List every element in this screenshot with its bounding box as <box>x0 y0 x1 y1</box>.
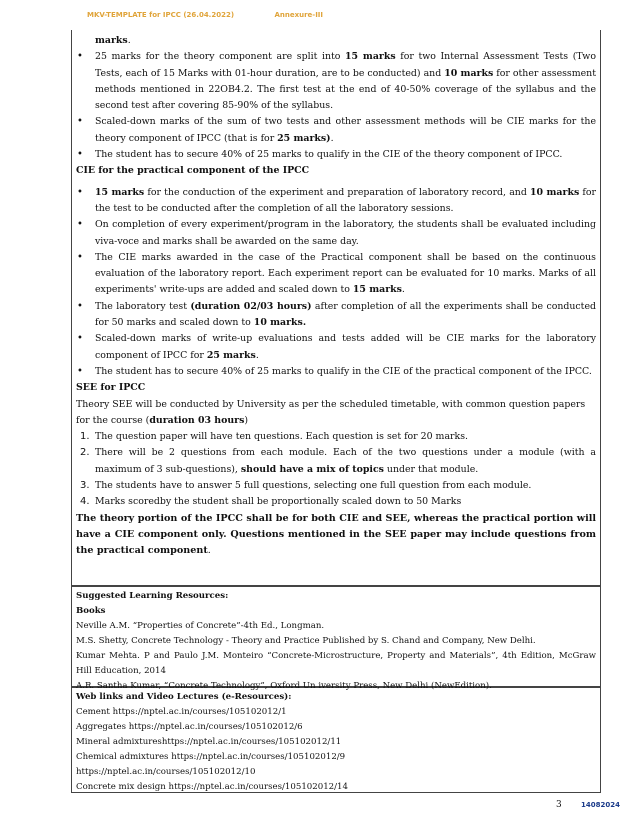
page-content <box>71 30 601 790</box>
theory-bullet-1: • 25 marks for the theory component are split into 15 marks for two Internal Assessment Tests (Two Tests, each of 15 Marks with 01-hour duration, are to be conducted) and 10 marks for other assessment methods mentioned in 22OB4.2. The first test at the end of 40-50% coverage of the syllabus and the second test after covering 85-90% of the syllabus. <box>76 49 596 114</box>
practical-bullets <box>76 185 596 381</box>
see-item-4: 4. Marks scoredby the student shall be proportionally scaled down to 50 Marks <box>80 496 462 508</box>
resources-section <box>71 586 601 691</box>
see-heading: SEE for IPCC <box>76 382 146 394</box>
weblink-item[interactable]: Mineral admixtureshttps://nptel.ac.in/courses/105102012/11 <box>76 737 342 747</box>
see-item-3: 3. The students have to answer 5 full questions, selecting one full question from each module. <box>80 480 532 492</box>
assessment-section <box>71 30 601 586</box>
footer-code: 14082024 <box>581 801 620 809</box>
continued-text: marks. <box>95 35 131 46</box>
page-number: 3 <box>556 800 562 810</box>
weblinks-heading: Web links and Video Lectures (e-Resources): <box>76 692 292 702</box>
annexure-label: Annexure-III <box>274 11 324 19</box>
book-item: Kumar Mehta. P and Paulo J.M. Monteiro “Concrete-Microstructure, Property and Materials”, 4th Edition, McGraw Hill Education, 2014 <box>76 651 596 676</box>
practical-bullet-2: • On completion of every experiment/program in the laboratory, the students shall be evaluated including viva-voce and marks shall be awarded on the same day. <box>76 217 596 250</box>
book-item: M.S. Shetty, Concrete Technology - Theory and Practice Published by S. Chand and Company, New Delhi. <box>76 636 536 646</box>
theory-bullets <box>76 49 596 163</box>
see-list <box>76 429 596 510</box>
weblink-item[interactable]: Concrete mix design https://nptel.ac.in/courses/105102012/14 <box>76 782 348 792</box>
practical-bullet-5: • Scaled-down marks of write-up evaluations and tests added will be CIE marks for the laboratory component of IPCC for 25 marks. <box>76 331 596 364</box>
weblinks-section <box>71 687 601 793</box>
page-header <box>87 11 323 19</box>
practical-heading: CIE for the practical component of the IPCC <box>76 165 310 177</box>
practical-bullet-4: • The laboratory test (duration 02/03 hours) after completion of all the experiments shall be conducted for 50 marks and scaled down to 10 marks. <box>76 299 596 332</box>
weblink-item[interactable]: Chemical admixtures https://nptel.ac.in/courses/105102012/9 <box>76 752 346 762</box>
weblink-item[interactable]: Aggregates https://nptel.ac.in/courses/105102012/6 <box>76 722 303 732</box>
books-heading: Books <box>76 606 106 616</box>
practical-bullet-1: • 15 marks for the conduction of the experiment and preparation of laboratory record, and 10 marks for the test to be conducted after the completion of all the laboratory sessions. <box>76 185 596 218</box>
see-intro: Theory SEE will be conducted by University as per the scheduled timetable, with common question papers for the course (duration 03 hours) <box>76 398 586 426</box>
practical-bullet-3: • The CIE marks awarded in the case of the Practical component shall be based on the continuous evaluation of the laboratory report. Each experiment report can be evaluated for 10 marks. Marks of all experiments' write-ups are added and scaled down to 15 marks. <box>76 250 596 299</box>
final-paragraph: The theory portion of the IPCC shall be for both CIE and SEE, whereas the practical portion will have a CIE component only. Questions mentioned in the SEE paper may include questions from the practical component. <box>76 512 596 557</box>
see-item-1: 1. The question paper will have ten questions. Each question is set for 20 marks. <box>80 431 468 443</box>
theory-bullet-2: • Scaled-down marks of the sum of two tests and other assessment methods will be CIE marks for the theory component of IPCC (that is for 25 marks). <box>76 114 596 147</box>
theory-bullet-3: • The student has to secure 40% of 25 marks to qualify in the CIE of the theory component of IPCC. <box>76 147 596 163</box>
weblink-item[interactable]: Cement https://nptel.ac.in/courses/105102012/1 <box>76 707 287 717</box>
weblink-item[interactable]: https://nptel.ac.in/courses/105102012/10 <box>76 767 256 777</box>
book-item: Neville A.M. “Properties of Concrete”-4th Ed., Longman. <box>76 621 325 631</box>
template-label: MKV-TEMPLATE for IPCC (26.04.2022) <box>87 11 235 19</box>
practical-bullet-6: • The student has to secure 40% of 25 marks to qualify in the CIE of the practical component of the IPCC. <box>76 364 596 380</box>
resources-heading: Suggested Learning Resources: <box>76 591 229 601</box>
book-item: A.R. Santha Kumar, “Concrete Technology”, Oxford Un iversity Press, New Delhi (NewEdition). <box>76 681 492 691</box>
see-item-2: 2. There will be 2 questions from each module. Each of the two questions under a module (with a maximum of 3 sub-questions), should have a mix of topics under that module. <box>80 447 596 475</box>
